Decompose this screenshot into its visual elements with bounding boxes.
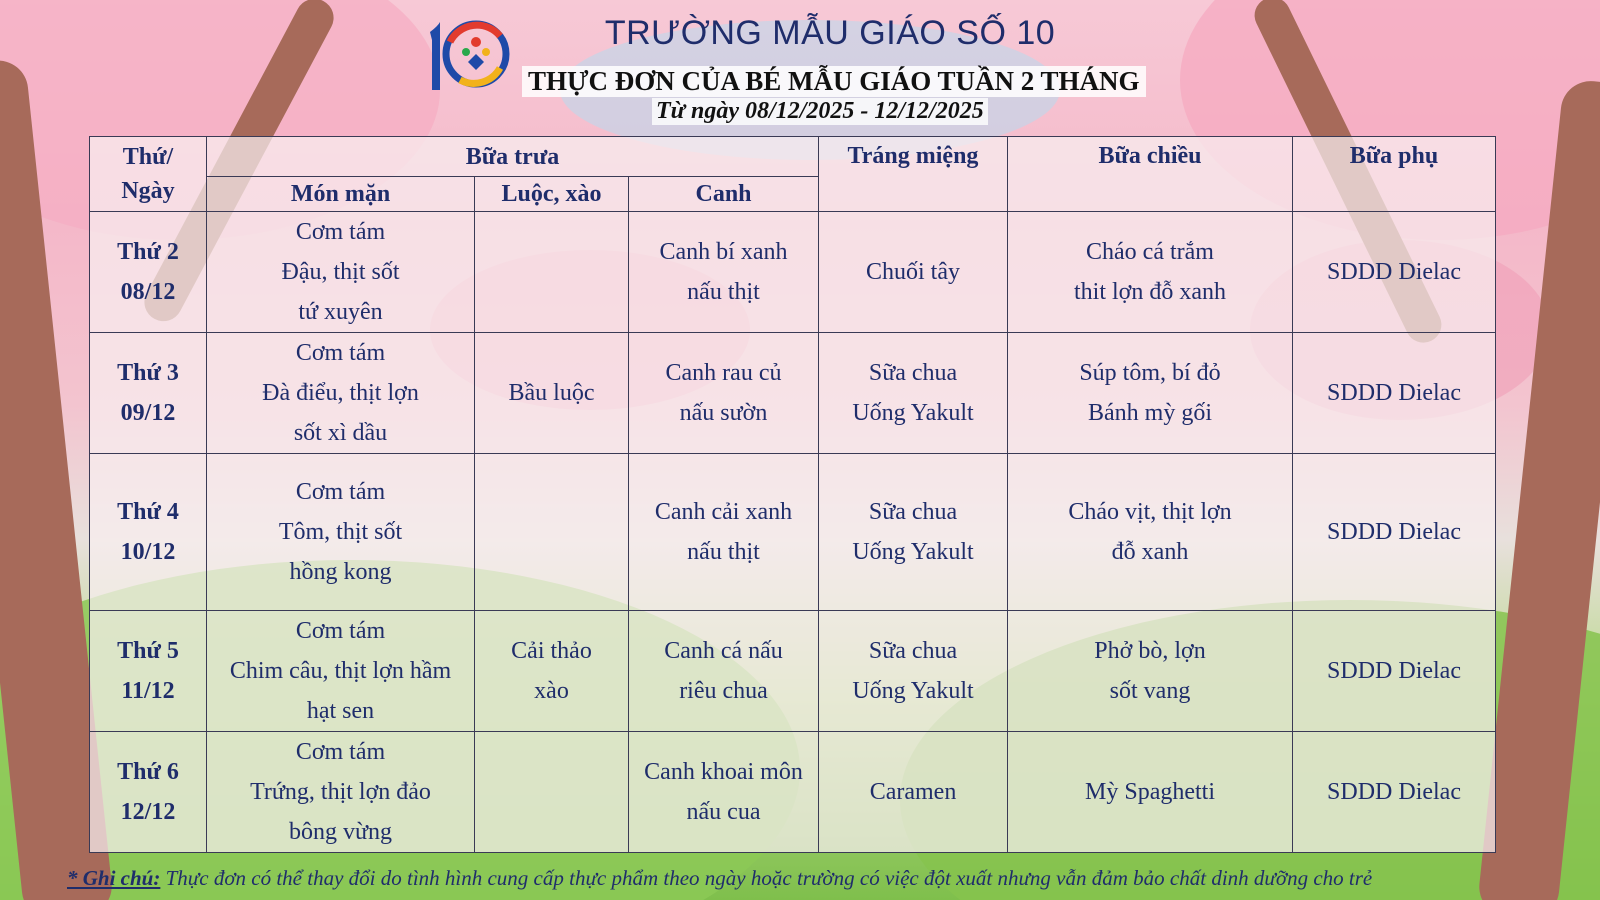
cell-text: Thứ 5 xyxy=(117,638,179,664)
main-dish-cell xyxy=(207,454,475,611)
cell-text: tứ xuyên xyxy=(298,299,383,325)
day-cell xyxy=(90,454,207,611)
side-dish-cell xyxy=(475,212,629,333)
cell-text: SDDD Dielac xyxy=(1327,519,1461,545)
dessert-cell xyxy=(819,611,1008,732)
afternoon-meal-cell xyxy=(1008,454,1293,611)
cell-text: Đà điểu, thịt lợn xyxy=(262,380,419,406)
table-row xyxy=(90,611,1496,732)
cell-text: Canh bí xanh xyxy=(659,239,788,265)
dessert-cell xyxy=(819,732,1008,853)
soup-cell xyxy=(629,611,819,732)
cell-text: Thứ 4 xyxy=(117,499,179,525)
side-dish-cell xyxy=(475,611,629,732)
cell-text: Thứ 2 xyxy=(117,239,179,265)
header-afternoon: Bữa chiều xyxy=(1008,137,1293,212)
cell-text: Trứng, thịt lợn đảo xyxy=(250,779,431,805)
day-cell xyxy=(90,212,207,333)
cell-text: hồng kong xyxy=(289,559,392,585)
cell-text: hạt sen xyxy=(306,698,375,724)
cell-text: nấu sườn xyxy=(679,400,768,426)
cell-text: Cơm tám xyxy=(295,739,386,765)
cell-text: Canh cá nấu xyxy=(664,638,783,664)
cell-text: đỗ xanh xyxy=(1111,539,1189,565)
cell-text: Cơm tám xyxy=(295,219,386,245)
cell-text: Canh khoai môn xyxy=(644,759,803,785)
cell-text: Mỳ Spaghetti xyxy=(1085,779,1215,805)
day-cell xyxy=(90,333,207,454)
main-dish-cell xyxy=(207,611,475,732)
cell-text: Cơm tám xyxy=(295,618,386,644)
header-main-dish: Món mặn xyxy=(207,177,475,212)
table-row xyxy=(90,333,1496,454)
cell-text: nấu thịt xyxy=(687,279,760,305)
cell-text: nấu thịt xyxy=(687,539,760,565)
cell-text: Sữa chua xyxy=(868,360,958,386)
cell-text: Sữa chua xyxy=(868,499,958,525)
table-row xyxy=(90,732,1496,853)
cell-text: Bầu luộc xyxy=(508,380,595,406)
header-side-dish: Luộc, xào xyxy=(475,177,629,212)
table-row xyxy=(90,212,1496,333)
cell-text: Thứ 6 xyxy=(117,759,179,785)
main-dish-cell xyxy=(207,212,475,333)
dessert-cell xyxy=(819,333,1008,454)
date-range: Từ ngày 08/12/2025 - 12/12/2025 xyxy=(652,98,988,125)
cell-text: Uống Yakult xyxy=(852,678,974,704)
cell-text: Cơm tám xyxy=(295,479,386,505)
cell-text: 10/12 xyxy=(120,539,176,565)
cell-text: Cơm tám xyxy=(295,340,386,366)
afternoon-meal-cell xyxy=(1008,611,1293,732)
dessert-cell xyxy=(819,454,1008,611)
header-dessert: Tráng miệng xyxy=(819,137,1008,212)
cell-text: Tôm, thịt sốt xyxy=(278,519,403,545)
header-lunch: Bữa trưa xyxy=(207,137,819,177)
cell-text: sốt xì dầu xyxy=(293,420,388,446)
afternoon-meal-cell xyxy=(1008,732,1293,853)
cell-text: 11/12 xyxy=(121,678,175,704)
weekly-menu-table xyxy=(89,136,1496,853)
cell-text: SDDD Dielac xyxy=(1327,380,1461,406)
cell-text: Uống Yakult xyxy=(852,539,974,565)
header-soup: Canh xyxy=(629,177,819,212)
cell-text: Sữa chua xyxy=(868,638,958,664)
cell-text: Chuối tây xyxy=(866,259,960,285)
footnote-label: * Ghi chú: xyxy=(67,866,161,890)
footnote xyxy=(67,866,1372,891)
cell-text: Canh cải xanh xyxy=(654,499,793,525)
cell-text: Chim câu, thịt lợn hầm xyxy=(229,658,452,684)
menu-subtitle: THỰC ĐƠN CỦA BÉ MẪU GIÁO TUẦN 2 THÁNG xyxy=(522,66,1146,97)
cell-text: thit lợn đỗ xanh xyxy=(1073,279,1226,305)
cell-text: Cháo vịt, thịt lợn xyxy=(1068,499,1232,525)
snack-cell xyxy=(1293,212,1496,333)
cell-text: 12/12 xyxy=(120,799,176,825)
soup-cell xyxy=(629,732,819,853)
cell-text: Cải thảo xyxy=(511,638,592,664)
table-row xyxy=(90,454,1496,611)
cell-text: xào xyxy=(534,678,569,704)
day-cell xyxy=(90,611,207,732)
header-snack: Bữa phụ xyxy=(1293,137,1496,212)
snack-cell xyxy=(1293,611,1496,732)
cell-text: 08/12 xyxy=(120,279,176,305)
cell-text: riêu chua xyxy=(679,678,768,704)
soup-cell xyxy=(629,212,819,333)
footnote-text: Thực đơn có thể thay đổi do tình hình cung cấp thực phẩm theo ngày hoặc trường có việc đột xuất nhưng vẫn đảm bảo chất dinh dưỡng cho trẻ xyxy=(160,866,1373,890)
soup-cell xyxy=(629,454,819,611)
cell-text: sốt vang xyxy=(1109,678,1191,704)
cell-text: Phở bò, lợn xyxy=(1094,638,1206,664)
snack-cell xyxy=(1293,732,1496,853)
afternoon-meal-cell xyxy=(1008,212,1293,333)
main-dish-cell xyxy=(207,732,475,853)
cell-text: Bánh mỳ gối xyxy=(1088,400,1212,426)
cell-text: Canh rau củ xyxy=(665,360,782,386)
header xyxy=(0,0,1600,130)
afternoon-meal-cell xyxy=(1008,333,1293,454)
main-dish-cell xyxy=(207,333,475,454)
page-title: TRƯỜNG MẪU GIÁO SỐ 10 xyxy=(604,14,1056,52)
cell-text: SDDD Dielac xyxy=(1327,658,1461,684)
snack-cell xyxy=(1293,333,1496,454)
cell-text: Caramen xyxy=(869,779,957,805)
cell-text: SDDD Dielac xyxy=(1327,259,1461,285)
side-dish-cell xyxy=(475,732,629,853)
cell-text: Đậu, thịt sốt xyxy=(281,259,400,285)
cell-text: 09/12 xyxy=(120,400,176,426)
dessert-cell xyxy=(819,212,1008,333)
cell-text: nấu cua xyxy=(686,799,761,825)
cell-text: Cháo cá trắm xyxy=(1086,239,1214,265)
school-logo xyxy=(420,12,516,102)
cell-text: Súp tôm, bí đỏ xyxy=(1079,360,1221,386)
cell-text: Thứ 3 xyxy=(117,360,179,386)
cell-text: SDDD Dielac xyxy=(1327,779,1461,805)
soup-cell xyxy=(629,333,819,454)
side-dish-cell xyxy=(475,454,629,611)
cell-text: Uống Yakult xyxy=(852,400,974,426)
cell-text: bông vừng xyxy=(288,819,392,845)
snack-cell xyxy=(1293,454,1496,611)
side-dish-cell xyxy=(475,333,629,454)
header-day: Thứ/ Ngày xyxy=(90,137,207,212)
day-cell xyxy=(90,732,207,853)
